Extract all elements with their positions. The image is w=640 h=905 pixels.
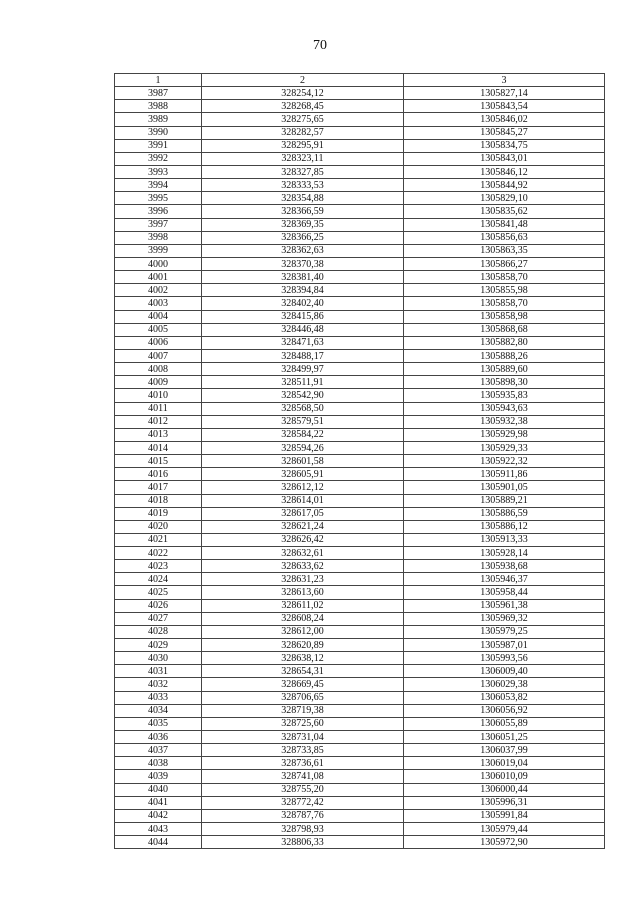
table-row xyxy=(115,297,605,310)
cell-x: 328731,04 xyxy=(202,731,404,744)
cell-x: 328725,60 xyxy=(202,717,404,730)
cell-point-number: 4018 xyxy=(115,494,202,507)
cell-point-number: 4014 xyxy=(115,441,202,454)
cell-y: 1305858,70 xyxy=(404,297,605,310)
cell-point-number: 3999 xyxy=(115,244,202,257)
cell-x: 328733,85 xyxy=(202,744,404,757)
cell-y: 1305846,12 xyxy=(404,165,605,178)
cell-point-number: 4025 xyxy=(115,586,202,599)
cell-point-number: 4030 xyxy=(115,652,202,665)
table-row xyxy=(115,363,605,376)
column-header-point-number: 1 xyxy=(115,74,202,87)
table-row xyxy=(115,415,605,428)
cell-y: 1305835,62 xyxy=(404,205,605,218)
cell-point-number: 3998 xyxy=(115,231,202,244)
cell-y: 1305868,68 xyxy=(404,323,605,336)
cell-x: 328579,51 xyxy=(202,415,404,428)
cell-x: 328362,63 xyxy=(202,244,404,257)
table-row xyxy=(115,731,605,744)
cell-x: 328669,45 xyxy=(202,678,404,691)
table-row xyxy=(115,744,605,757)
cell-point-number: 4008 xyxy=(115,363,202,376)
cell-y: 1305827,14 xyxy=(404,87,605,100)
cell-x: 328366,59 xyxy=(202,205,404,218)
cell-y: 1305938,68 xyxy=(404,560,605,573)
cell-x: 328584,22 xyxy=(202,428,404,441)
cell-y: 1305888,26 xyxy=(404,349,605,362)
table-row xyxy=(115,599,605,612)
cell-point-number: 4028 xyxy=(115,625,202,638)
cell-point-number: 4043 xyxy=(115,823,202,836)
cell-point-number: 3988 xyxy=(115,100,202,113)
table-row xyxy=(115,691,605,704)
cell-point-number: 3989 xyxy=(115,113,202,126)
cell-y: 1305972,90 xyxy=(404,836,605,849)
cell-x: 328638,12 xyxy=(202,652,404,665)
cell-point-number: 4029 xyxy=(115,639,202,652)
table-row xyxy=(115,573,605,586)
cell-y: 1305922,32 xyxy=(404,455,605,468)
cell-x: 328632,61 xyxy=(202,547,404,560)
cell-point-number: 4015 xyxy=(115,455,202,468)
cell-x: 328381,40 xyxy=(202,271,404,284)
cell-x: 328617,05 xyxy=(202,507,404,520)
table-row xyxy=(115,612,605,625)
cell-point-number: 3993 xyxy=(115,165,202,178)
cell-x: 328633,62 xyxy=(202,560,404,573)
table-row xyxy=(115,310,605,323)
cell-x: 328605,91 xyxy=(202,468,404,481)
cell-y: 1305858,70 xyxy=(404,271,605,284)
cell-y: 1305987,01 xyxy=(404,639,605,652)
cell-x: 328394,84 xyxy=(202,284,404,297)
table-row xyxy=(115,823,605,836)
cell-point-number: 4009 xyxy=(115,376,202,389)
cell-x: 328612,00 xyxy=(202,625,404,638)
table-row xyxy=(115,455,605,468)
cell-y: 1305932,38 xyxy=(404,415,605,428)
cell-y: 1305911,86 xyxy=(404,468,605,481)
cell-x: 328369,35 xyxy=(202,218,404,231)
table-row xyxy=(115,652,605,665)
cell-y: 1306037,99 xyxy=(404,744,605,757)
table-row xyxy=(115,796,605,809)
cell-x: 328327,85 xyxy=(202,165,404,178)
table-row xyxy=(115,87,605,100)
cell-y: 1305928,14 xyxy=(404,547,605,560)
table-row xyxy=(115,533,605,546)
cell-x: 328402,40 xyxy=(202,297,404,310)
cell-y: 1305979,44 xyxy=(404,823,605,836)
cell-point-number: 4007 xyxy=(115,349,202,362)
cell-y: 1305843,01 xyxy=(404,152,605,165)
cell-point-number: 4040 xyxy=(115,783,202,796)
cell-y: 1305969,32 xyxy=(404,612,605,625)
cell-y: 1305829,10 xyxy=(404,192,605,205)
cell-x: 328608,24 xyxy=(202,612,404,625)
cell-y: 1306053,82 xyxy=(404,691,605,704)
cell-y: 1306009,40 xyxy=(404,665,605,678)
cell-point-number: 4000 xyxy=(115,257,202,270)
cell-x: 328370,38 xyxy=(202,257,404,270)
table-row xyxy=(115,349,605,362)
table-row xyxy=(115,192,605,205)
table-row xyxy=(115,783,605,796)
cell-y: 1305886,12 xyxy=(404,520,605,533)
cell-x: 328806,33 xyxy=(202,836,404,849)
table-row xyxy=(115,507,605,520)
cell-point-number: 4020 xyxy=(115,520,202,533)
cell-x: 328654,31 xyxy=(202,665,404,678)
cell-y: 1306051,25 xyxy=(404,731,605,744)
cell-y: 1305946,37 xyxy=(404,573,605,586)
cell-x: 328612,12 xyxy=(202,481,404,494)
cell-point-number: 4023 xyxy=(115,560,202,573)
cell-x: 328295,91 xyxy=(202,139,404,152)
cell-point-number: 4019 xyxy=(115,507,202,520)
cell-y: 1305889,60 xyxy=(404,363,605,376)
cell-point-number: 4022 xyxy=(115,547,202,560)
table-row xyxy=(115,770,605,783)
cell-point-number: 4036 xyxy=(115,731,202,744)
table-row xyxy=(115,586,605,599)
column-header-y: 3 xyxy=(404,74,605,87)
cell-point-number: 4011 xyxy=(115,402,202,415)
cell-y: 1306055,89 xyxy=(404,717,605,730)
cell-y: 1305855,98 xyxy=(404,284,605,297)
cell-y: 1306000,44 xyxy=(404,783,605,796)
cell-point-number: 4016 xyxy=(115,468,202,481)
table-row xyxy=(115,809,605,822)
cell-y: 1305845,27 xyxy=(404,126,605,139)
cell-y: 1305901,05 xyxy=(404,481,605,494)
cell-point-number: 4002 xyxy=(115,284,202,297)
cell-x: 328620,89 xyxy=(202,639,404,652)
table-body xyxy=(115,87,605,849)
cell-point-number: 4010 xyxy=(115,389,202,402)
cell-point-number: 4021 xyxy=(115,533,202,546)
cell-point-number: 4026 xyxy=(115,599,202,612)
cell-point-number: 3994 xyxy=(115,179,202,192)
cell-y: 1305834,75 xyxy=(404,139,605,152)
table-row xyxy=(115,639,605,652)
cell-point-number: 3992 xyxy=(115,152,202,165)
column-header-x: 2 xyxy=(202,74,404,87)
cell-y: 1305929,33 xyxy=(404,441,605,454)
cell-point-number: 3991 xyxy=(115,139,202,152)
cell-x: 328471,63 xyxy=(202,336,404,349)
table-row xyxy=(115,402,605,415)
cell-x: 328621,24 xyxy=(202,520,404,533)
table-row xyxy=(115,323,605,336)
cell-x: 328446,48 xyxy=(202,323,404,336)
table-row xyxy=(115,560,605,573)
cell-x: 328511,91 xyxy=(202,376,404,389)
cell-point-number: 4033 xyxy=(115,691,202,704)
cell-x: 328706,65 xyxy=(202,691,404,704)
table-row xyxy=(115,717,605,730)
table-row xyxy=(115,284,605,297)
cell-x: 328499,97 xyxy=(202,363,404,376)
cell-y: 1305841,48 xyxy=(404,218,605,231)
table-row xyxy=(115,205,605,218)
cell-point-number: 4027 xyxy=(115,612,202,625)
cell-point-number: 3996 xyxy=(115,205,202,218)
cell-x: 328488,17 xyxy=(202,349,404,362)
cell-y: 1305929,98 xyxy=(404,428,605,441)
cell-y: 1305961,38 xyxy=(404,599,605,612)
table-row xyxy=(115,100,605,113)
cell-y: 1305996,31 xyxy=(404,796,605,809)
cell-y: 1305843,54 xyxy=(404,100,605,113)
table-row xyxy=(115,165,605,178)
cell-x: 328354,88 xyxy=(202,192,404,205)
cell-x: 328415,86 xyxy=(202,310,404,323)
cell-y: 1305882,80 xyxy=(404,336,605,349)
table-row xyxy=(115,336,605,349)
cell-point-number: 4038 xyxy=(115,757,202,770)
table-row xyxy=(115,757,605,770)
cell-x: 328614,01 xyxy=(202,494,404,507)
cell-point-number: 4012 xyxy=(115,415,202,428)
table-row xyxy=(115,126,605,139)
table-row xyxy=(115,218,605,231)
table-row xyxy=(115,244,605,257)
cell-point-number: 4013 xyxy=(115,428,202,441)
cell-point-number: 3997 xyxy=(115,218,202,231)
cell-point-number: 4035 xyxy=(115,717,202,730)
cell-point-number: 3987 xyxy=(115,87,202,100)
cell-x: 328333,53 xyxy=(202,179,404,192)
cell-y: 1305866,27 xyxy=(404,257,605,270)
cell-y: 1305991,84 xyxy=(404,809,605,822)
cell-x: 328787,76 xyxy=(202,809,404,822)
table-header-row xyxy=(115,74,605,87)
cell-x: 328275,65 xyxy=(202,113,404,126)
page-number: 70 xyxy=(313,38,327,53)
cell-point-number: 4034 xyxy=(115,704,202,717)
table-row xyxy=(115,257,605,270)
cell-y: 1305856,63 xyxy=(404,231,605,244)
table-row xyxy=(115,625,605,638)
cell-point-number: 3990 xyxy=(115,126,202,139)
cell-x: 328626,42 xyxy=(202,533,404,546)
table-row xyxy=(115,665,605,678)
cell-y: 1305844,92 xyxy=(404,179,605,192)
cell-x: 328268,45 xyxy=(202,100,404,113)
cell-y: 1305858,98 xyxy=(404,310,605,323)
table-row xyxy=(115,441,605,454)
cell-y: 1306056,92 xyxy=(404,704,605,717)
table-row xyxy=(115,428,605,441)
cell-point-number: 4004 xyxy=(115,310,202,323)
coordinates-table xyxy=(114,73,605,849)
cell-x: 328613,60 xyxy=(202,586,404,599)
cell-point-number: 4017 xyxy=(115,481,202,494)
cell-x: 328631,23 xyxy=(202,573,404,586)
table-row xyxy=(115,468,605,481)
cell-y: 1305993,56 xyxy=(404,652,605,665)
cell-point-number: 4032 xyxy=(115,678,202,691)
cell-point-number: 4001 xyxy=(115,271,202,284)
table-row xyxy=(115,678,605,691)
cell-y: 1305958,44 xyxy=(404,586,605,599)
cell-x: 328594,26 xyxy=(202,441,404,454)
cell-x: 328542,90 xyxy=(202,389,404,402)
cell-point-number: 4044 xyxy=(115,836,202,849)
table-row xyxy=(115,139,605,152)
table-row xyxy=(115,547,605,560)
cell-x: 328798,93 xyxy=(202,823,404,836)
cell-point-number: 4003 xyxy=(115,297,202,310)
cell-x: 328323,11 xyxy=(202,152,404,165)
cell-point-number: 4039 xyxy=(115,770,202,783)
cell-y: 1305979,25 xyxy=(404,625,605,638)
table-row xyxy=(115,113,605,126)
cell-x: 328366,25 xyxy=(202,231,404,244)
cell-point-number: 4006 xyxy=(115,336,202,349)
table-row xyxy=(115,231,605,244)
table-row xyxy=(115,152,605,165)
cell-y: 1305935,83 xyxy=(404,389,605,402)
cell-x: 328755,20 xyxy=(202,783,404,796)
cell-point-number: 3995 xyxy=(115,192,202,205)
cell-x: 328719,38 xyxy=(202,704,404,717)
table-row xyxy=(115,704,605,717)
cell-y: 1305943,63 xyxy=(404,402,605,415)
table-row xyxy=(115,494,605,507)
cell-x: 328282,57 xyxy=(202,126,404,139)
cell-point-number: 4042 xyxy=(115,809,202,822)
cell-point-number: 4024 xyxy=(115,573,202,586)
cell-y: 1305898,30 xyxy=(404,376,605,389)
table-row xyxy=(115,836,605,849)
cell-x: 328601,58 xyxy=(202,455,404,468)
cell-x: 328611,02 xyxy=(202,599,404,612)
cell-y: 1305889,21 xyxy=(404,494,605,507)
table-row xyxy=(115,271,605,284)
table-row xyxy=(115,481,605,494)
table-row xyxy=(115,389,605,402)
cell-y: 1305846,02 xyxy=(404,113,605,126)
cell-point-number: 4041 xyxy=(115,796,202,809)
cell-y: 1306010,09 xyxy=(404,770,605,783)
cell-y: 1306019,04 xyxy=(404,757,605,770)
cell-point-number: 4037 xyxy=(115,744,202,757)
cell-x: 328254,12 xyxy=(202,87,404,100)
cell-point-number: 4005 xyxy=(115,323,202,336)
table-row xyxy=(115,520,605,533)
table-row xyxy=(115,376,605,389)
cell-x: 328741,08 xyxy=(202,770,404,783)
cell-y: 1306029,38 xyxy=(404,678,605,691)
cell-x: 328736,61 xyxy=(202,757,404,770)
cell-point-number: 4031 xyxy=(115,665,202,678)
cell-x: 328772,42 xyxy=(202,796,404,809)
cell-x: 328568,50 xyxy=(202,402,404,415)
cell-y: 1305886,59 xyxy=(404,507,605,520)
table-row xyxy=(115,179,605,192)
cell-y: 1305913,33 xyxy=(404,533,605,546)
cell-y: 1305863,35 xyxy=(404,244,605,257)
